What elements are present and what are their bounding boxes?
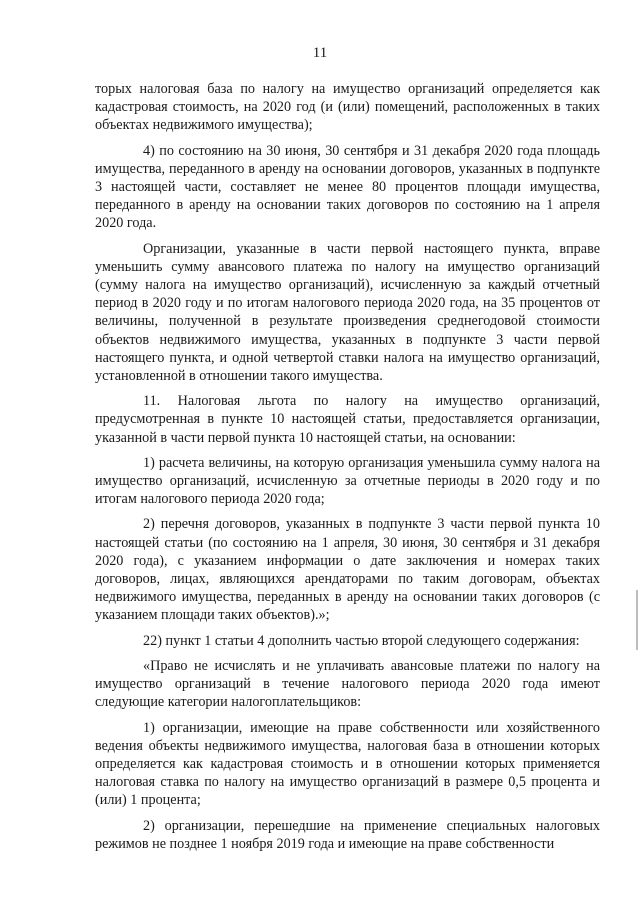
paragraph: 11. Налоговая льгота по налогу на имущество организаций, предусмотренная в пункте 10 настоящей статьи, предоставляется организации, указанной в части первой пункта 10 настоящей статьи, на основании: bbox=[95, 393, 600, 446]
paragraph: 2) перечня договоров, указанных в подпункте 3 части первой пункта 10 настоящей статьи (по состоянию на 1 апреля, 30 июня, 30 сентября и 31 декабря 2020 года), с указанием информации о дате заключения и номерах таких договоров, лицах, являющихся арендаторами по таким договорам, объектах недвижимого имущества, переданных в аренду на основании таких договоров (с указанием площади таких объектов).»; bbox=[95, 516, 600, 624]
paragraph: 1) расчета величины, на которую организация уменьшила сумму налога на имущество организаций, исчисленную за отчетные периоды в 2020 году и по итогам налогового периода 2020 года; bbox=[95, 454, 600, 508]
document-body bbox=[95, 80, 600, 853]
scan-edge-mark bbox=[636, 590, 638, 650]
paragraph: Организации, указанные в части первой настоящего пункта, вправе уменьшить сумму авансового платежа по налогу на имущество организаций (сумму налога на имущество организаций), исчисленную за каждый отчетный период в 2020 году и по итогам налогового периода 2020 года, на 35 процентов от величины, полученной в результате произведения среднегодовой стоимости объектов недвижимого имущества, указанных в подпункте 3 части первой настоящего пункта, и одной четвертой ставки налога на имущество организаций, установленной в отношении такого имущества. bbox=[95, 240, 600, 385]
paragraph: торых налоговая база по налогу на имущество организаций определяется как кадастровая стоимость, на 2020 год (и (или) помещений, расположенных в таких объектах недвижимого имущества); bbox=[95, 81, 600, 134]
paragraph: 1) организации, имеющие на праве собственности или хозяйственного ведения объекты недвижимого имущества, налоговая база в отношении которых определяется как кадастровая стоимость и в отношении которых применяется налоговая ставка по налогу на имущество организаций в размере 0,5 процента и (или) 1 процента; bbox=[95, 719, 600, 809]
paragraph: «Право не исчислять и не уплачивать авансовые платежи по налогу на имущество организаций в течение налогового периода 2020 года имеют следующие категории налогоплательщиков: bbox=[95, 657, 600, 711]
paragraph: 4) по состоянию на 30 июня, 30 сентября и 31 декабря 2020 года площадь имущества, переданного в аренду на основании договоров, указанных в подпункте 3 настоящей части, составляет не менее 80 процентов площади имущества, переданного в аренду на основании таких договоров по состоянию на 1 апреля 2020 года. bbox=[95, 142, 600, 232]
paragraph: 22) пункт 1 статьи 4 дополнить частью второй следующего содержания: bbox=[143, 632, 580, 649]
paragraph: 2) организации, перешедшие на применение специальных налоговых режимов не позднее 1 ноября 2019 года и имеющие на праве собственности bbox=[95, 817, 600, 852]
page-number: 11 bbox=[312, 45, 328, 61]
